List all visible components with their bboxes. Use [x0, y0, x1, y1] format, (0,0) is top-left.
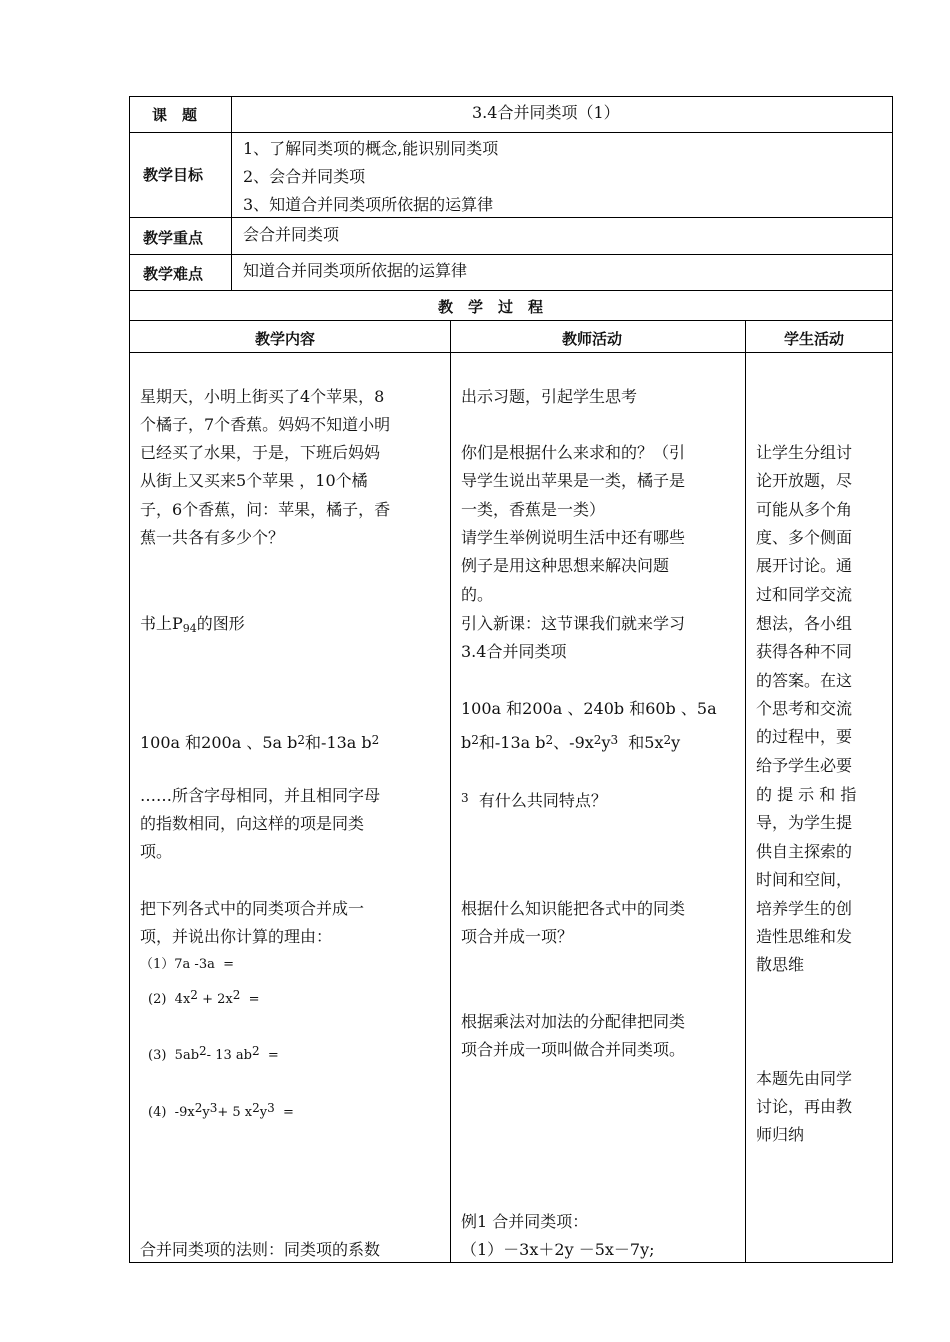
example-title: 例1 合并同类项：	[461, 1212, 589, 1231]
col-content-header: 教学内容	[255, 330, 316, 348]
key-label: 教学重点	[143, 229, 204, 247]
exercise-1: （1）7a -3a =	[140, 957, 234, 972]
teacher-terms-line-1: 100a 和200a 、240b 和60b 、5a	[461, 699, 717, 718]
text-line: 星期天，小明上街买了4个苹果，8	[140, 387, 385, 406]
exercise-4: (4) $-9x^2y^3+ 5$ $x^2y^3$ =	[148, 1101, 294, 1120]
exercise-2: (2) $4x^2 + 2x^2$ =	[148, 988, 260, 1007]
text-line: 过和同学交流	[756, 585, 853, 604]
text-line: ……所含字母相同，并且相同字母	[140, 786, 381, 805]
example-item-1: （1）－3x＋2y －5x－7y;	[461, 1240, 655, 1259]
teacher-explain-2: 项合并成一项叫做合并同类项。	[461, 1040, 686, 1059]
text-line: 已经买了水果，于是，下班后妈妈	[140, 443, 381, 462]
table-border-top	[129, 96, 893, 97]
text-line: 的指数相同，向这样的项是同类	[140, 814, 365, 833]
text-line: 的答案。在这	[756, 671, 853, 690]
row-line	[129, 352, 893, 353]
goal-2: 2、会合并同类项	[243, 167, 366, 186]
teacher-terms-line-2: $b^2$和-13a $b^2$、$-9x^2y^3$ 和$5x^2y$	[461, 733, 681, 752]
row-line	[129, 290, 893, 291]
text-line: 导学生说出苹果是一类，橘子是	[461, 471, 686, 490]
table-border-right	[892, 96, 893, 1263]
task-line-2: 项，并说出你计算的理由：	[140, 927, 333, 946]
text-line: 的 提 示 和 指	[756, 785, 857, 804]
teacher-question-1: 根据什么知识能把各式中的同类	[461, 899, 686, 918]
textbook-reference: 书上$P_{94}$的图形	[140, 614, 245, 635]
text-line: 请学生举例说明生活中还有哪些	[461, 528, 686, 547]
text-line: 度、多个侧面	[756, 528, 853, 547]
label-column-line	[231, 96, 232, 291]
text-line: 讨论，再由教	[756, 1097, 853, 1116]
content-teacher-divider	[450, 320, 451, 1263]
text-line: 给予学生必要	[756, 756, 853, 775]
teacher-student-divider	[745, 320, 746, 1263]
task-line-1: 把下列各式中的同类项合并成一	[140, 899, 365, 918]
row-line	[129, 132, 893, 133]
text-line: 你们是根据什么来求和的？（引	[461, 443, 686, 462]
text-line: 展开讨论。通	[756, 556, 853, 575]
text-line: 师归纳	[756, 1125, 805, 1144]
col-student-header: 学生活动	[784, 330, 845, 348]
text-line: 个思考和交流	[756, 699, 853, 718]
text-line: 的。	[461, 585, 494, 604]
table-border-left	[129, 96, 130, 1263]
text-line: 想法，各小组	[756, 614, 853, 633]
text-line: 一类，香蕉是一类）	[461, 500, 606, 519]
row-line	[129, 320, 893, 321]
text-line: 个橘子，7个香蕉。妈妈不知道小明	[140, 415, 391, 434]
key-value: 会合并同类项	[243, 225, 340, 244]
teacher-explain-1: 根据乘法对加法的分配律把同类	[461, 1012, 686, 1031]
topic-label: 课 题	[152, 106, 198, 124]
text-line: 蕉一共各有多少个？	[140, 528, 285, 547]
text-line: 3.4合并同类项	[461, 642, 567, 661]
text-line: 培养学生的创	[756, 899, 853, 918]
text-line: 例子是用这种思想来解决问题	[461, 556, 670, 575]
text-line: 供自主探索的	[756, 842, 853, 861]
exercise-3: (3) $5ab^2-$ 13 $ab^2$ =	[148, 1044, 279, 1063]
text-line: 的过程中，要	[756, 727, 853, 746]
process-title: 教 学 过 程	[438, 298, 544, 316]
text-line: 散思维	[756, 955, 805, 974]
text-line: 获得各种不同	[756, 642, 853, 661]
text-line: 让学生分组讨	[756, 443, 853, 462]
text-line: 造性思维和发	[756, 927, 853, 946]
difficulty-value: 知道合并同类项所依据的运算律	[243, 261, 468, 280]
teacher-terms-line-3: $^3$ 有什么共同特点？	[461, 791, 607, 810]
text-line: 引入新课：这节课我们就来学习	[461, 614, 686, 633]
text-line: 论开放题，尽	[756, 471, 853, 490]
goal-3: 3、知道合并同类项所依据的运算律	[243, 195, 494, 214]
goals-label: 教学目标	[143, 166, 204, 184]
text-line: 子，6个香蕉，问：苹果，橘子，香	[140, 500, 391, 519]
text-line: 导，为学生提	[756, 813, 853, 832]
topic-value: 3.4合并同类项（1）	[472, 103, 620, 122]
text-line: 项。	[140, 842, 173, 861]
row-line	[129, 254, 893, 255]
teacher-question-2: 项合并成一项？	[461, 927, 574, 946]
goal-1: 1、了解同类项的概念,能识别同类项	[243, 139, 499, 158]
text-line: 可能从多个角	[756, 500, 853, 519]
merge-rule: 合并同类项的法则：同类项的系数	[140, 1240, 381, 1259]
text-line: 本题先由同学	[756, 1069, 853, 1088]
text-line: 时间和空间，	[756, 870, 853, 889]
teacher-activity-1: 出示习题，引起学生思考	[461, 387, 638, 406]
like-terms-example: 100a 和200a 、5a $b^2$和-13a $b^2$	[140, 733, 380, 752]
text-line: 从街上又买来5个苹果 ，10个橘	[140, 471, 368, 490]
col-teacher-header: 教师活动	[562, 330, 623, 348]
difficulty-label: 教学难点	[143, 265, 204, 283]
